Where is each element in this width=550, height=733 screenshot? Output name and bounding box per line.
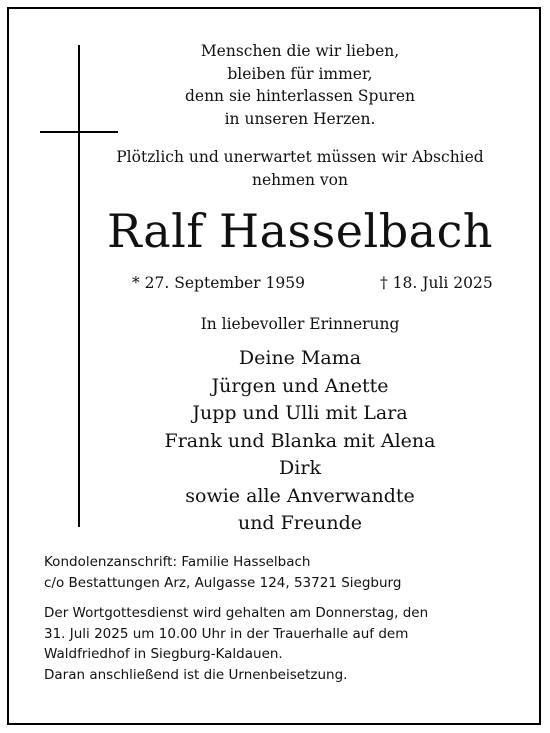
family-member: und Freunde: [237, 512, 363, 534]
family-member: Jupp und Ulli mit Lara: [192, 402, 408, 424]
family-member: Jürgen und Anette: [211, 374, 389, 397]
remembrance-line: In liebevoller Erinnerung: [200, 315, 400, 333]
family-member: sowie alle Anverwandte: [185, 484, 415, 507]
intro-line: Plötzlich und unerwartet müssen wir Abschied: [116, 148, 484, 166]
family-member: Dirk: [279, 457, 321, 479]
poem-line: in unseren Herzen.: [224, 109, 376, 128]
cross-icon-horizontal-bar: [40, 131, 118, 133]
service-line: 31. Juli 2025 um 10.00 Uhr in der Trauerhalle auf dem: [44, 625, 409, 642]
memorial-poem: [80, 40, 520, 130]
address-line: c/o Bestattungen Arz, Aulgasse 124, 53721 Siegburg: [44, 574, 402, 591]
condolence-address: [44, 552, 524, 593]
poem-line: bleiben für immer,: [227, 64, 373, 83]
address-line: Kondolenzanschrift: Familie Hasselbach: [44, 554, 311, 570]
service-line: Waldfriedhof in Siegburg-Kaldauen.: [44, 646, 283, 662]
deceased-name: Ralf Hasselbach: [107, 204, 493, 258]
birth-date: * 27. September 1959: [132, 274, 305, 292]
intro-line: nehmen von: [252, 170, 348, 189]
poem-line: Menschen die wir lieben,: [200, 42, 400, 60]
service-line: Daran anschließend ist die Urnenbeisetzung.: [44, 666, 348, 683]
family-list: [80, 345, 520, 538]
service-info: [44, 603, 524, 685]
service-line: Der Wortgottesdienst wird gehalten am Donnerstag, den: [44, 605, 429, 621]
family-member: Deine Mama: [238, 347, 362, 369]
death-date: † 18. Juli 2025: [380, 274, 493, 292]
poem-line: denn sie hinterlassen Spuren: [184, 87, 415, 105]
announcement-intro: [80, 146, 520, 191]
family-member: Frank und Blanka mit Alena: [164, 429, 436, 452]
